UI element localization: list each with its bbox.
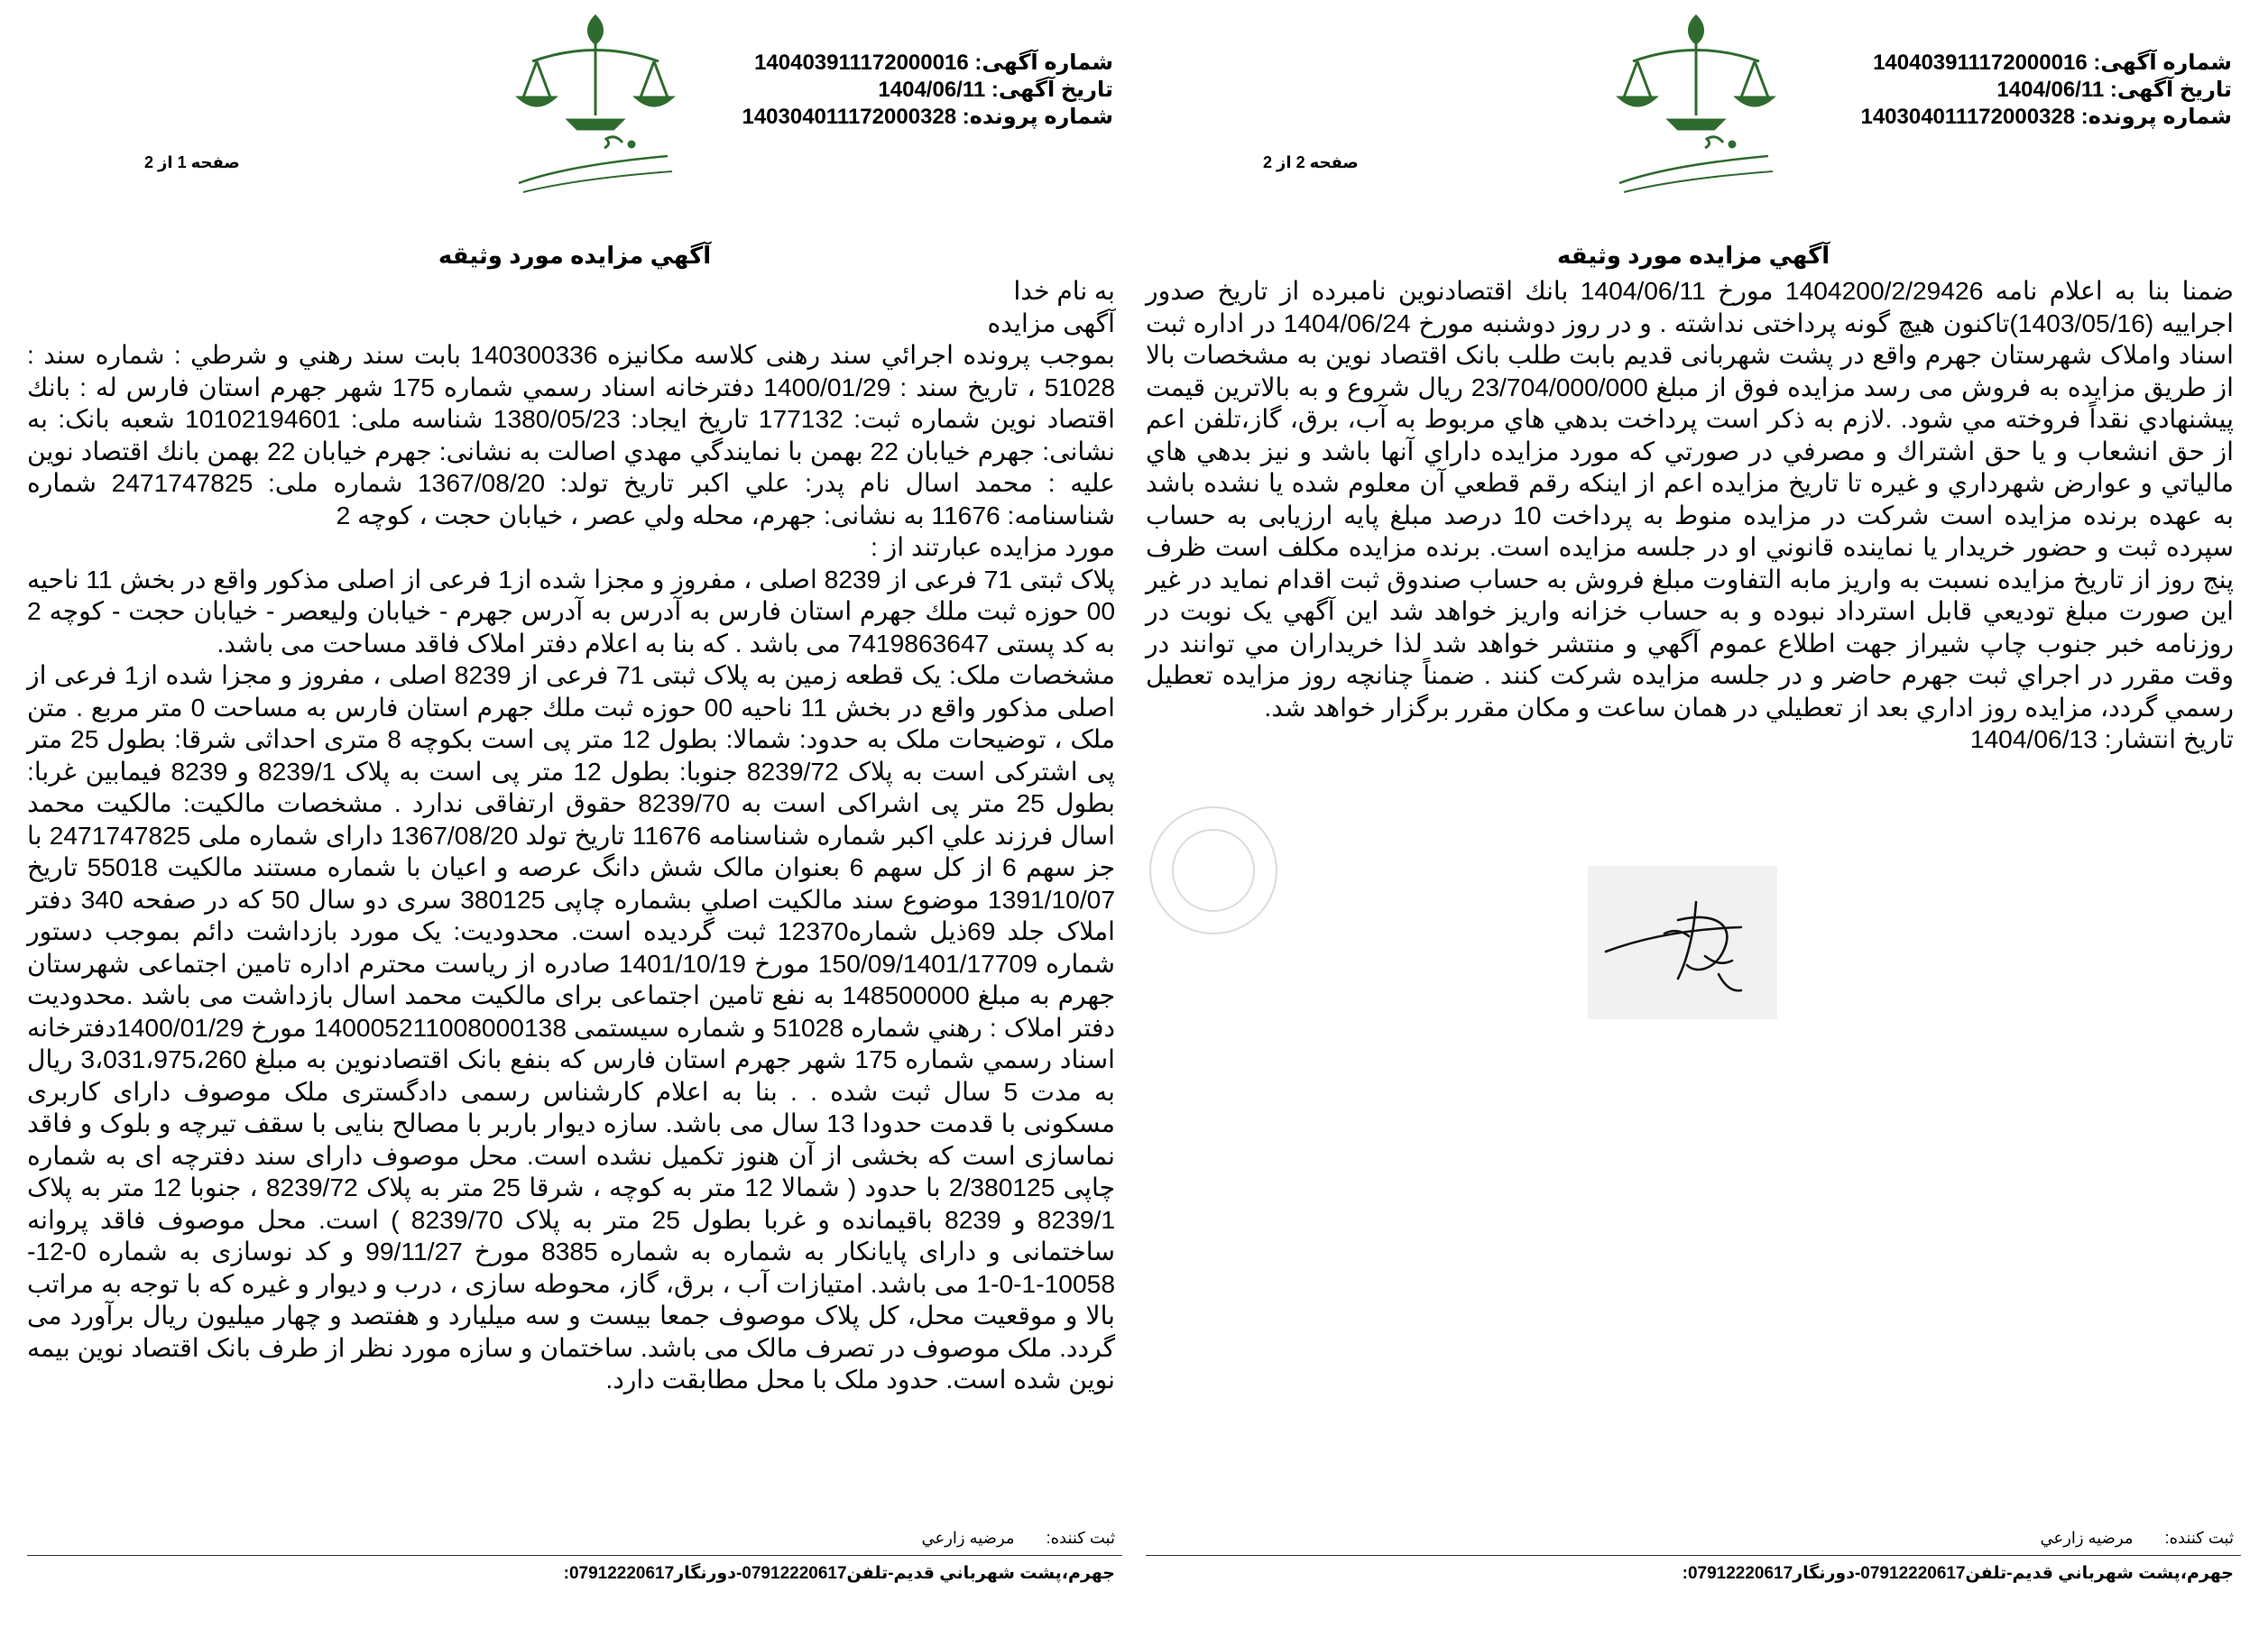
page-1-footer: جهرم،پشت شهرباني قديم-تلفن07912220617-دورنگار07912220617: <box>563 1564 1115 1583</box>
footer-divider <box>1146 1555 2241 1556</box>
judiciary-scales-emblem-icon <box>1597 7 1795 201</box>
signature-box <box>1588 866 1777 1019</box>
page-1-registrar <box>921 1529 1115 1548</box>
handwritten-signature-icon <box>1588 866 1777 1019</box>
case-number-row: شماره پرونده: 140304011172000328 <box>742 105 1113 129</box>
page-1-number: صفحه 1 از 2 <box>144 153 240 171</box>
registrar-label: ثبت كننده: <box>1046 1529 1115 1547</box>
page-1-paragraph: پلاک ثبتی 71 فرعی از 8239 اصلی ، مفروز و مجزا شده از1 فرعی از اصلی مذکور واقع در بخش 11 ناحیه 00 حوزه ثبت ملك جهرم استان فارس به آدرس به آدرس جهرم - خيابان وليعصر - خیابان حجت - کوچه 2 به کد پستی 7419863647 می باشد . كه بنا به اعلام دفتر املاک فاقد مساحت می باشد. <box>27 564 1115 658</box>
judiciary-scales-emblem-icon <box>496 7 695 201</box>
page-1-header-meta <box>742 50 1113 131</box>
page-1-paragraph: بموجب پرونده اجرائي سند رهنی کلاسه مکانیزه 140300336 بابت سند رهني و شرطي : شماره سند : 51028 ، تاریخ سند : 1400/01/29 دفترخانه اسناد رسمي شماره 175 شهر جهرم استان فارس له : بانك اقتصاد نوين شماره ثبت: 177132 تاريخ ايجاد: 1380/05/23 شناسه ملی: 10102194601 شعبه بانک: به نشانی: جهرم خیابان 22 بهمن با نمايندگي مهدي اصالت به نشانی: جهرم خیابان 22 بهمن بانك اقتصاد نوين عليه : محمد اسال نام پدر: علي اكبر تاريخ تولد: 1367/08/20 شماره ملی: 2471747825 شماره شناسنامه: 11676 به نشانی: جهرم، محله ولي عصر ، خيابان حجت ، کوچه 2 <box>27 340 1115 529</box>
page-1-paragraph: مورد مزایده عبارتند از : <box>871 532 1115 561</box>
page-1-body <box>27 275 1115 1396</box>
page-2-title: آگهي مزايده مورد وثيقه <box>1556 242 1830 269</box>
ad-date-row: تاریخ آگهی: 1404/06/11 <box>1996 78 2232 102</box>
page-2-panel <box>1146 0 2241 1638</box>
page-1-paragraph: به نام خدا <box>1013 276 1115 305</box>
page-2-paragraph: ضمنا بنا به اعلام نامه 1404200/2/29426 مورخ 1404/06/11 بانك اقتصادنوين نامبرده از تاریخ صدور اجراییه (1403/05/16)تاكنون هيچ گونه پرداختی نداشته . و در روز دوشنبه مورخ 1404/06/24 در اداره ثبت اسناد واملاک شهرستان جهرم واقع در پشت شهربانی قدیم بابت طلب بانک اقتصاد نوین به مشخصات بالا از طريق مزايده به فروش می رسد مزايده فوق از مبلغ 23/704/000/000 ريال شروع و به بالاترين قيمت پيشنهادي نقداً فروخته مي شود. .لازم به ذكر است پرداخت بدهي هاي مربوط به آب، برق، گاز،تلفن اعم از حق انشعاب و يا حق اشتراك و مصرفي در صورتي كه مورد مزايده داراي آنها باشد و نيز بدهي هاي مالياتي و عوارض شهرداري و غيره تا تاريخ مزايده اعم از اينكه رقم قطعي آن معلوم شده يا نشده باشد به عهده برنده مزايده است شركت در مزایده منوط به پرداخت 10 درصد مبلغ پایه ارزیابی به حساب سپرده ثبت و حضور خريدار يا نماينده قانوني او در جلسه مزايده است. برنده مزایده مکلف است ظرف پنج روز از تاريخ مزايده نسبت به واريز مابه التفاوت مبلغ فروش به حساب صندوق ثبت اقدام نماید در غير اين صورت مبلغ توديعي قابل استرداد نبوده و به حساب خزانه واريز خواهد شد اين آگهي يک نوبت در روزنامه خبر جنوب چاپ شیراز جهت اطلاع عموم آگهي و منتشر خواهد شد لذا خريداران مي توانند در وقت مقرر در اجراي ثبت جهرم حاضر و در جلسه مزايده شركت كنند . ضمناً چنانچه روز مزايده تعطيل رسمي گردد، مزايده روز اداري بعد از تعطيلي در همان ساعت و مكان مقرر برگزار خواهد شد. <box>1146 276 2234 722</box>
page-2-header-meta <box>1860 50 2232 131</box>
page-2-body <box>1146 275 2234 756</box>
page-2-registrar <box>2040 1529 2234 1548</box>
page-2-footer: جهرم،پشت شهرباني قديم-تلفن07912220617-دورنگار07912220617: <box>1682 1564 2234 1583</box>
registrar-name: مرضيه زارعي <box>2040 1529 2134 1547</box>
page-1-paragraph: مشخصات ملک: یک قطعه زمین به پلاک ثبتی 71 فرعی از 8239 اصلی ، مفروز و مجزا شده از1 فرعی از اصلی مذکور واقع در بخش 11 ناحیه 00 حوزه ثبت ملك جهرم استان فارس به مساحت 0 متر مربع . متن ملک ، توضیحات ملک به حدود: شمالا: بطول 12 متر پی است بکوچه 8 متری احداثی شرقا: بطول 25 متر پی اشترکی است به پلاک 8239/72 جنوبا: بطول 12 متر پی است به پلاک 8239/1 و 8239 فیمابین غربا: بطول 25 متر پی اشراکی است به 8239/70 حقوق ارتفاقی ندارد . مشخصات مالکیت: مالکیت محمد اسال فرزند علي اكبر شماره شناسنامه 11676 تاریخ تولد 1367/08/20 دارای شماره ملی 2471747825 با جز سهم 6 از کل سهم 6 بعنوان مالک شش دانگ عرصه و اعیان با شماره مستند مالکیت 55018 تاریخ 1391/10/07 موضوع سند مالکیت اصلي بشماره چاپی 380125 سری دو سال 50 که در صفحه 340 دفتر املاک جلد 69ذیل شماره12370 ثبت گردیده است. محدودیت: یک مورد بازداشت دائم بموجب دستور شماره 150/09/1401/17709 مورخ 1401/10/19 صادره از ریاست محترم اداره تامین اجتماعی شهرستان جهرم به مبلغ 148500000 به نفع تامین اجتماعی برای مالکیت محمد اسال بازداشت می باشد .محدودیت دفتر املاک : رهني شماره 51028 و شماره سیستمی 140005211008000138 مورخ 1400/01/29دفترخانه اسناد رسمي شماره 175 شهر جهرم استان فارس كه بنفع بانک اقتصادنوین به مبلغ 3،031،975،260 ریال به مدت 5 سال ثبت شده . . بنا به اعلام کارشناس رسمی دادگستری ملک موصوف دارای کاربری مسکونی با قدمت حدودا 13 سال می باشد. سازه دیوار باربر با مصالح بنایی با سقف تیرچه و بلوک و فاقد نماسازی است که بخشی از آن هنوز تکمیل نشده است. محل موصوف دارای سند دفترچه ای به شماره چاپی 2/380125 با حدود ( شمالا 12 متر به کوچه ، شرقا 25 متر به پلاک 8239/72 ، جنوبا 12 متر به پلاک 8239/1 و 8239 باقیمانده و غربا بطول 25 متر به پلاک 8239/70 ) است. محل موصوف فاقد پروانه ساختمانی و دارای پایانکار به شماره به شماره 8385 مورخ 99/11/27 و کد نوسازی به شماره 0-12-10058-1-0-1 می باشد. امتیازات آب ، برق، گاز، محوطه سازی ، درب و دیوار و غیره که با توجه به مراتب بالا و موقعیت محل، کل پلاک موصوف جمعا بیست و سه میلیارد و هفتصد و چهار میلیون ریال برآورد می گردد. ملک موصوف در تصرف مالک می باشد. ساختمان و سازه مورد نظر از طرف بانک اقتصاد نوین بیمه نوین شده است. حدود ملک با محل مطابقت دارد. <box>27 660 1116 1394</box>
footer-divider <box>27 1555 1122 1556</box>
page-2-publish-date: تاریخ انتشار: 1404/06/13 <box>1969 724 2234 753</box>
ad-number-row: شماره آگهی: 140403911172000016 <box>754 51 1113 75</box>
case-number-row: شماره پرونده: 140304011172000328 <box>1860 105 2232 129</box>
registrar-label: ثبت كننده: <box>2164 1529 2234 1547</box>
page-1-paragraph: آگهی مزایده <box>987 308 1115 337</box>
page-1-title: آگهي مزايده مورد وثيقه <box>438 242 712 269</box>
ad-number-row: شماره آگهی: 140403911172000016 <box>1873 51 2232 75</box>
registrar-name: مرضيه زارعي <box>921 1529 1015 1547</box>
ad-date-row: تاریخ آگهی: 1404/06/11 <box>878 78 1113 102</box>
page-1-panel <box>27 0 1122 1638</box>
page-2-number: صفحه 2 از 2 <box>1263 153 1359 171</box>
